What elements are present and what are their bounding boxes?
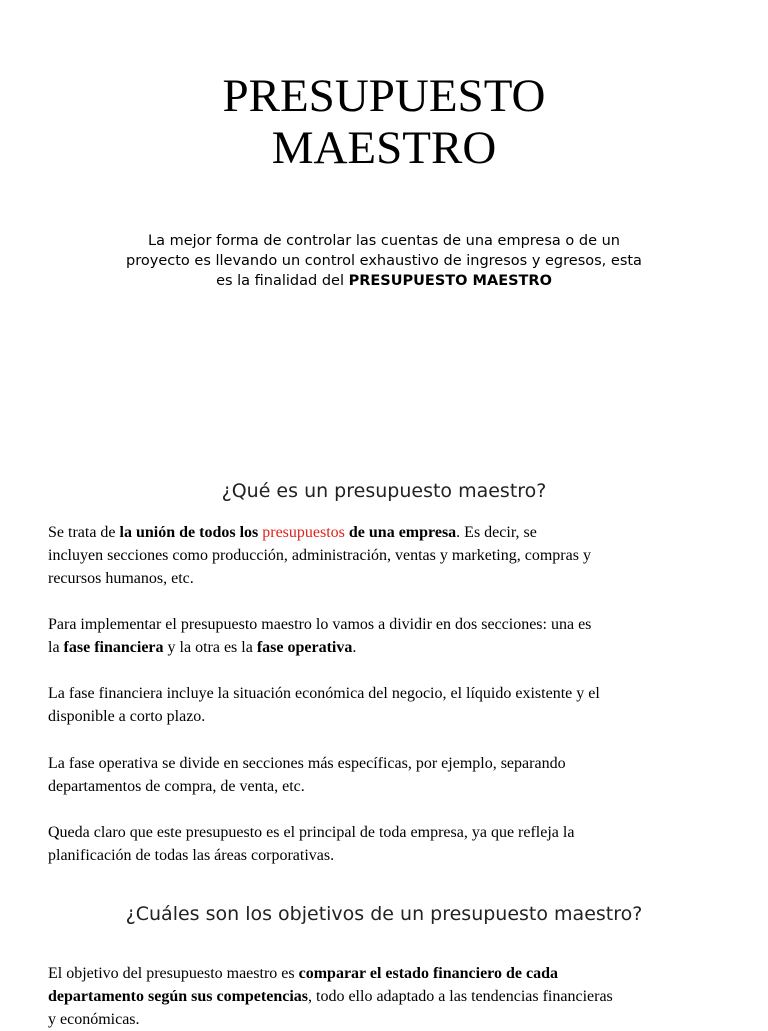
paragraph-line bbox=[48, 962, 728, 985]
paragraph-conclusion bbox=[48, 821, 728, 867]
paragraph-fase-operativa bbox=[48, 752, 728, 798]
bold-text: la unión de todos los bbox=[119, 524, 263, 541]
text-run: y la otra es la bbox=[163, 639, 257, 656]
text-run: Se trata de bbox=[48, 524, 120, 541]
bold-text: fase financiera bbox=[63, 639, 164, 656]
paragraph-line bbox=[48, 985, 728, 1008]
paragraph-line: planificación de todas las áreas corporativas. bbox=[48, 847, 335, 864]
paragraph-line: Para implementar el presupuesto maestro lo vamos a dividir en dos secciones: una es bbox=[48, 616, 592, 633]
title-line-1: PRESUPUESTO bbox=[222, 70, 546, 122]
text-run: la bbox=[48, 639, 64, 656]
intro-line-3 bbox=[100, 271, 668, 291]
paragraph-sections bbox=[48, 613, 728, 659]
section-heading-que-es: ¿Qué es un presupuesto maestro? bbox=[221, 480, 547, 502]
paragraph-fase-financiera bbox=[48, 682, 728, 728]
paragraph-line: y económicas. bbox=[48, 1011, 140, 1028]
paragraph-line: incluyen secciones como producción, administración, ventas y marketing, compras y bbox=[48, 547, 591, 564]
intro-line-1: La mejor forma de controlar las cuentas de una empresa o de un bbox=[148, 233, 620, 249]
paragraph-line bbox=[48, 521, 728, 544]
paragraph-objetivo bbox=[48, 962, 728, 1031]
paragraph-line: La fase financiera incluye la situación económica del negocio, el líquido existente y el bbox=[48, 685, 600, 702]
bold-text: departamento según sus competencias bbox=[48, 988, 308, 1005]
paragraph-definition bbox=[48, 521, 728, 590]
text-run: , todo ello adaptado a las tendencias financieras bbox=[308, 988, 613, 1005]
highlighted-link-text: presupuestos bbox=[262, 524, 345, 541]
section-heading-objetivos: ¿Cuáles son los objetivos de un presupuesto maestro? bbox=[125, 903, 643, 925]
paragraph-line bbox=[48, 636, 728, 659]
paragraph-line: Queda claro que este presupuesto es el principal de toda empresa, ya que refleja la bbox=[48, 824, 575, 841]
paragraph-line: departamentos de compra, de venta, etc. bbox=[48, 778, 305, 795]
text-run: . Es decir, se bbox=[456, 524, 537, 541]
bold-text: fase operativa bbox=[256, 639, 353, 656]
intro-line-3-text: es la finalidad del bbox=[216, 273, 349, 289]
intro-paragraph bbox=[100, 231, 668, 291]
paragraph-line: disponible a corto plazo. bbox=[48, 708, 206, 725]
text-run: . bbox=[352, 639, 357, 656]
text-run: El objetivo del presupuesto maestro es bbox=[48, 965, 299, 982]
paragraph-line: recursos humanos, etc. bbox=[48, 570, 194, 587]
intro-line-2: proyecto es llevando un control exhaustivo de ingresos y egresos, esta bbox=[126, 253, 642, 269]
paragraph-line: La fase operativa se divide en secciones más específicas, por ejemplo, separando bbox=[48, 755, 566, 772]
bold-text: de una empresa bbox=[344, 524, 457, 541]
page-title bbox=[0, 70, 768, 174]
bold-text: comparar el estado financiero de cada bbox=[298, 965, 558, 982]
title-line-2: MAESTRO bbox=[271, 122, 497, 174]
intro-bold-term: PRESUPUESTO MAESTRO bbox=[348, 273, 552, 289]
